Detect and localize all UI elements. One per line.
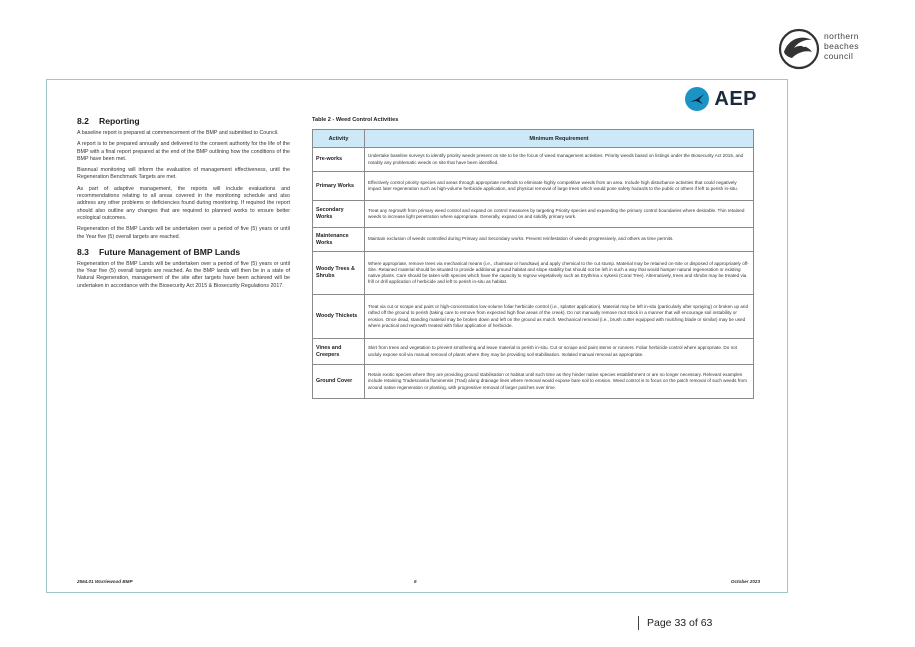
requirement-cell: Treat any regrowth from primary weed control and expand on control measures by targeting Priority species and expanding the primary control boundaries where desirable. Thin retained weeds to increase light penetration where appropriate. Generally, expand on and solidify primary work. [365,201,754,228]
weed-control-table [312,129,754,399]
aep-logo-text: AEP [714,87,757,110]
table-row [313,295,754,339]
activity-cell: Woody Thickets [313,295,365,339]
requirement-cell: Undertake baseline surveys to identify priority weeds present on site to be the focus of weed management activities. Priority weeds based on listings under the Biosecurity Act 2015, and notably any problematic weeds on site that have been identified. [365,148,754,172]
paragraph: A report is to be prepared annually and delivered to the consent authority for the life of the BMP with a final report prepared at the end of the BMP outlining how the conditions of the BMP have been met. [77,141,290,162]
activity-cell: Maintenance Works [313,228,365,252]
activity-cell: Ground Cover [313,365,365,399]
section-title: Reporting [99,116,140,126]
council-name-line: northern [824,31,859,41]
paragraph: Regeneration of the BMP Lands will be undertaken over a period of five (5) years or until the Year five (5) overall targets are reached. As the BMP lands will then be in a state of Natural Regeneration, management of the site after targets have been achieved will be undertaken in accordance with the Biosecurity Act 2015 & Biosecurity Regulations 2017. [77,260,290,289]
paragraph: Biannual monitoring will inform the evaluation of management effectiveness, until the Regeneration Benchmark Targets are met. [77,167,290,181]
requirement-cell: Retain exotic species where they are providing ground stabilisation or habitat until such time as they hinder native species establishment or are no longer necessary. Relevant examples include retaining Tradescantia fluminensis (Trad) along drainage lines where removal would expose bare soil to erosion. Weed control is to focus on the patch removal of such weeds from around native regeneration or planting, with progressive removal of larger patches over time. [365,365,754,399]
activity-cell: Primary Works [313,172,365,201]
aep-bird-icon [685,87,709,111]
requirement-cell: Skirt from trees and vegetation to prevent smothering and leave material to perish in-situ. Cut or scrape and paint stems or runners. Foliar herbicide control where appropriate. Do not unduly expose soil via manual removal of plants where they may be providing soil stabilisation. Isolated manual removal as appropriate. [365,339,754,365]
footer-page-number: 6 [414,579,417,584]
column-header-requirement: Minimum Requirement [365,130,754,148]
activity-cell: Pre-works [313,148,365,172]
table-title: Table 2 - Weed Control Activities [312,117,399,123]
council-emblem-icon [778,28,820,70]
section-heading-8-2 [77,116,290,126]
reporting-column [77,116,290,294]
table-row [313,339,754,365]
table-header-row [313,130,754,148]
aep-logo [685,87,757,111]
section-title: Future Management of BMP Lands [99,246,241,257]
paragraph: A baseline report is prepared at commencement of the BMP and submitted to Council. [77,130,279,136]
section-number: 8.2 [77,116,89,126]
activity-cell: Vines and Creepers [313,339,365,365]
section-number: 8.3 [77,246,89,257]
section-heading-8-3 [77,247,290,257]
council-name [824,31,859,61]
table-row [313,252,754,295]
paragraph: As part of adaptive management, the reports will include evaluations and recommendations relating to all areas covered in the monitoring schedule and also address any other problems or deficiencies found during monitoring. If required the report should also outline any changes that are required to planned works to ensure better ecological outcomes. [77,185,290,221]
footer-date: October 2023 [730,579,760,584]
document-page [46,79,788,593]
table-row [313,201,754,228]
activity-cell: Woody Trees & Shrubs [313,252,365,295]
council-name-line: beaches [824,41,859,51]
requirement-cell: Treat via cut or scrape and paint or high-concentration low-volume foliar herbicide control (i.e., splatter application). Material may be left in-situ (particularly after spraying) or broken up and rafted off the ground to perish (taking care to remove from expected high flow areas of the creek). Do not manually remove root stock in a manner that will encourage soil instability or erosion. Once dead, standing material may be broken down and left on the ground as mulch. Mechanical removal (i.e., brush cutter equipped with mulching blade or similar) may be used where practical and regrowth treated with foliar application of herbicide. [365,295,754,339]
table-row [313,365,754,399]
activity-cell: Secondary Works [313,201,365,228]
requirement-cell: Maintain exclusion of weeds controlled during Primary and Secondary works. Prevent reinfestation of weeds progressively, and others as time permits. [365,228,754,252]
council-name-line: council [824,51,854,61]
paragraph: Regeneration of the BMP Lands will be undertaken over a period of five (5) years or until the Year five (5) overall targets are reached. [77,226,290,240]
footer-project: 2564.01 Warriewood BMP [77,579,133,584]
table-row [313,172,754,201]
table-row [313,228,754,252]
column-header-activity: Activity [313,130,365,148]
table-row [313,148,754,172]
requirement-cell: Where appropriate, remove trees via mechanical means (i.e., chainsaw or handsaw) and apply chemical to the cut stump. Material may be retained on-Site or disposed of appropriately off-Site. Retained material should be situated to provide additional ground habitat and slope stability but should not be left in such a way that would hamper natural regeneration or existing native plants. Care should be taken with species which have the capacity to regrow vegetatively such as Erythrina x sykesii (Coral Tree). Alternatively, trees and shrubs may be treated via frill or drill application of herbicide and left to perish in-situ as habitat. [365,252,754,295]
page-counter: Page 33 of 63 [638,616,712,630]
requirement-cell: Effectively control priority species and areas through appropriate methods to eliminate highly competitive weeds from an area. Include high disturbance activities that could negatively impact later regeneration such as high-volume herbicide application, and physical removal of large trees which would pose safety hazards to the public or others if left to perish in-situ. [365,172,754,201]
northern-beaches-council-logo [778,28,898,74]
